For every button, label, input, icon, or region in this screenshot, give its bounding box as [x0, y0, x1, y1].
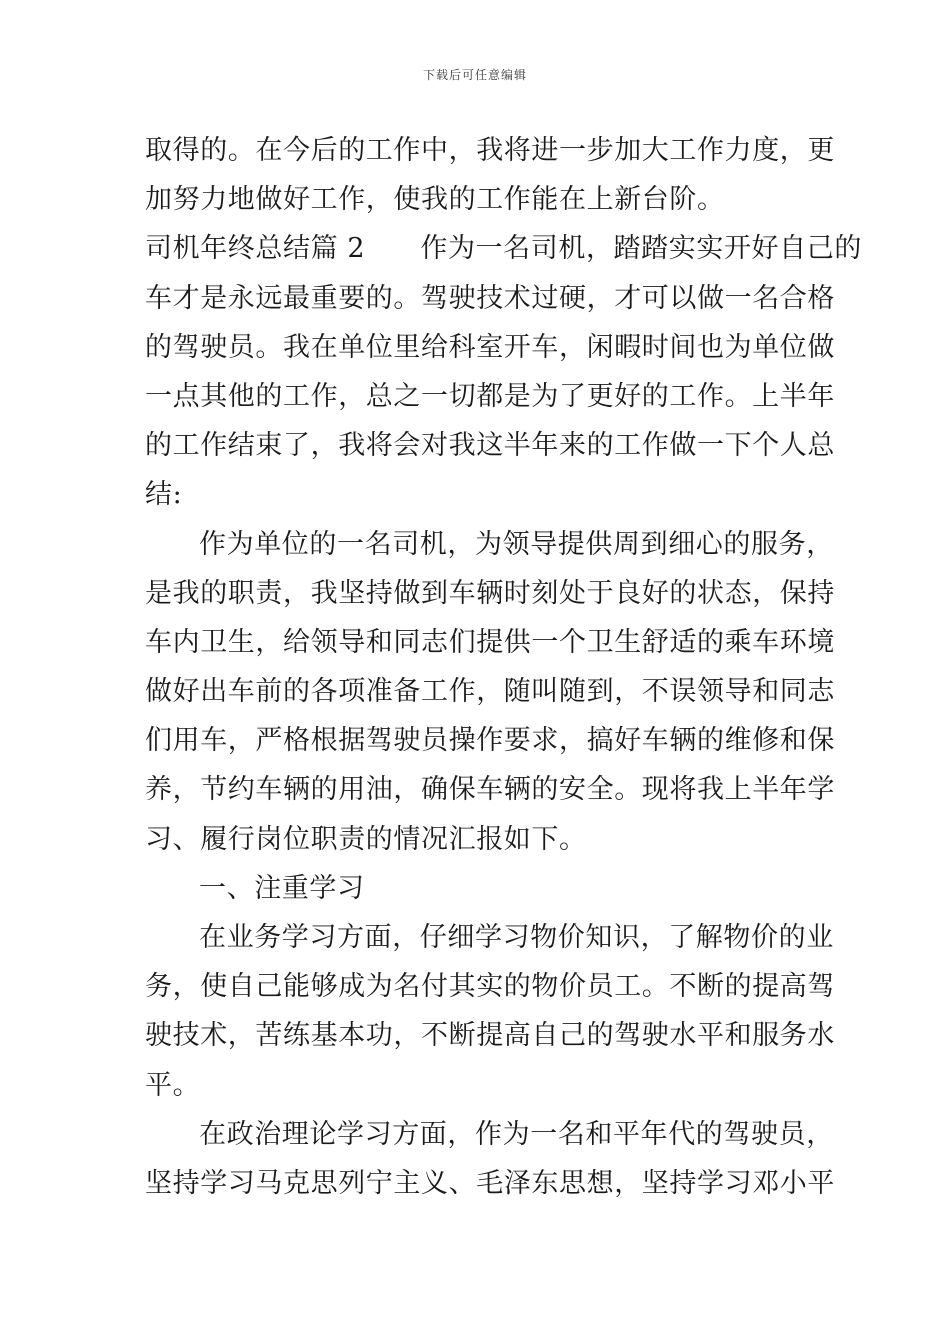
- text-line: 一点其他的工作，总之一切都是为了更好的工作。上半年: [145, 380, 835, 412]
- text-line: 养，节约车辆的用油，确保车辆的安全。现将我上半年学: [145, 774, 835, 806]
- paragraph-start-line: 在政治理论学习方面，作为一名和平年代的驾驶员，: [199, 1118, 834, 1150]
- subsection-heading: 一、注重学习: [199, 872, 365, 904]
- paragraph-start-line: 作为单位的一名司机，为领导提供周到细心的服务，: [199, 528, 834, 560]
- text-line: 车才是永远最重要的。驾驶技术过硬，才可以做一名合格: [145, 282, 835, 314]
- text-line: 驶技术，苦练基本功，不断提高自己的驾驶水平和服务水: [145, 1020, 835, 1052]
- text-line: 们用车，严格根据驾驶员操作要求，搞好车辆的维修和保: [145, 725, 835, 757]
- text-line: 加努力地做好工作，使我的工作能在上新台阶。: [145, 184, 725, 216]
- text-line: 车内卫生，给领导和同志们提供一个卫生舒适的乘车环境: [145, 626, 835, 658]
- section-heading-line: 司机年终总结篇 2 作为一名司机，踏踏实实开好自己的: [145, 233, 862, 265]
- text-line: 结:: [145, 479, 183, 511]
- header-note: 下载后可任意编辑: [422, 68, 527, 82]
- text-line: 的驾驶员。我在单位里给科室开车，闲暇时间也为单位做: [145, 331, 835, 363]
- text-line: 务，使自己能够成为名付其实的物价员工。不断的提高驾: [145, 971, 835, 1003]
- text-line: 习、履行岗位职责的情况汇报如下。: [145, 823, 587, 855]
- paragraph-start-line: 在业务学习方面，仔细学习物价知识，了解物价的业: [199, 922, 834, 953]
- text-line: 坚持学习马克思列宁主义、毛泽东思想，坚持学习邓小平: [145, 1167, 835, 1199]
- text-line: 取得的。在今后的工作中，我将进一步加大工作力度，更: [145, 135, 835, 166]
- text-line: 做好出车前的各项准备工作，随叫随到，不误领导和同志: [145, 676, 835, 708]
- body-text: [145, 126, 862, 1208]
- text-line: 的工作结束了，我将会对我这半年来的工作做一下个人总: [145, 430, 835, 462]
- text-line: 平。: [145, 1069, 201, 1101]
- text-line: 是我的职责，我坚持做到车辆时刻处于良好的状态，保持: [145, 577, 835, 609]
